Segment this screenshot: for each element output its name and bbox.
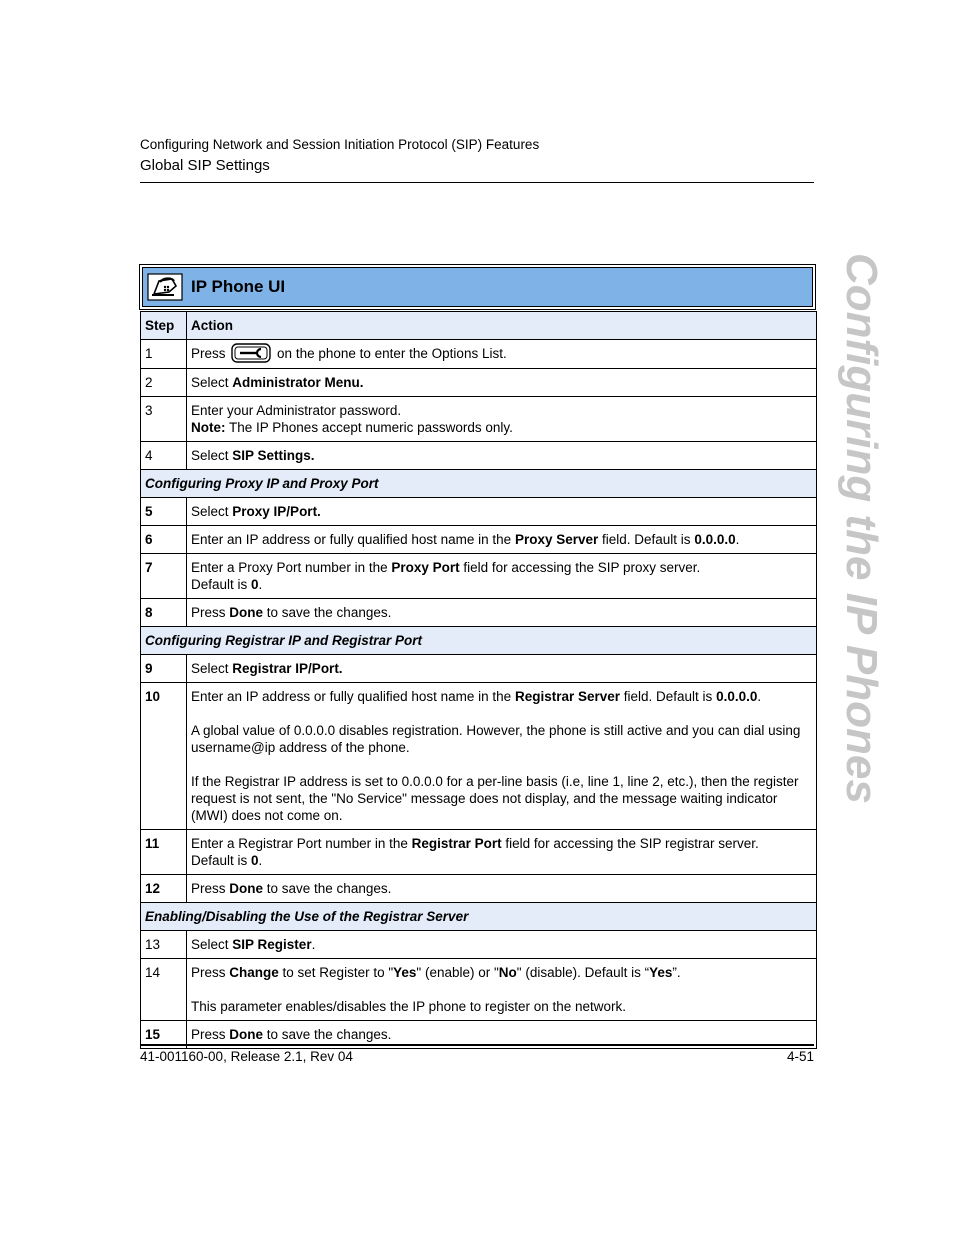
options-key-icon [231,343,271,363]
step-action: Enter an IP address or fully qualified host name in the Registrar Server field. Default is 0.0.0.0. A global value of 0.0.0.0 disables registration. However, the phone is still active and you can dial using username@ip address of the phone. If the Registrar IP address is set to 0.0.0.0 for a per-line basis (i.e, line 1, line 2, etc.), then the register request is not sent, the "No Service" message does not display, and the message waiting indicator (MWI) does not come on. [187,682,817,829]
column-header-step: Step [141,312,187,340]
step-number: 6 [141,525,187,553]
step-action: Select Proxy IP/Port. [187,497,817,525]
step-action: Press Done to save the changes. [187,598,817,626]
step-action: Select SIP Register. [187,930,817,958]
table-row [141,497,817,525]
step-action: Enter a Proxy Port number in the Proxy Port field for accessing the SIP proxy server. Default is 0. [187,553,817,598]
step-number: 14 [141,958,187,1020]
step-action: Select SIP Settings. [187,441,817,469]
banner-title: IP Phone UI [191,277,286,296]
step-action: Enter a Registrar Port number in the Registrar Port field for accessing the SIP registrar server. Default is 0. [187,829,817,874]
table-row [141,396,817,441]
section-row-registrar: Configuring Registrar IP and Registrar Port [141,626,817,654]
header-rule [140,182,814,183]
table-row [141,958,817,1020]
step-number: 9 [141,654,187,682]
step-action: Press Done to save the changes. [187,1020,817,1048]
column-header-action: Action [187,312,817,340]
footer-page-number: 4-51 [786,1049,814,1064]
step-number: 15 [141,1020,187,1048]
step-number: 8 [141,598,187,626]
step-action: Select Administrator Menu. [187,368,817,396]
step-number: 2 [141,368,187,396]
footer-doc-id: 41-001160-00, Release 2.1, Rev 04 [140,1049,353,1064]
step-number: 7 [141,553,187,598]
footer-rule [140,1044,814,1046]
section-row-proxy: Configuring Proxy IP and Proxy Port [141,469,817,497]
table-header-row [141,312,817,340]
step-action: Press on the phone to enter the Options List. [187,340,817,369]
step-number: 1 [141,340,187,369]
ip-phone-ui-banner [139,264,816,310]
step-number: 5 [141,497,187,525]
running-header-section: Global SIP Settings [140,157,270,174]
step-number: 12 [141,874,187,902]
table-row [141,598,817,626]
chapter-side-tab: Configuring the IP Phones [837,253,886,804]
table-row [141,930,817,958]
step-number: 3 [141,396,187,441]
step-number: 11 [141,829,187,874]
step-action: Enter an IP address or fully qualified host name in the Proxy Server field. Default is 0.0.0.0. [187,525,817,553]
table-row [141,340,817,369]
table-row [141,553,817,598]
table-row [141,874,817,902]
step-action: Press Done to save the changes. [187,874,817,902]
phone-handset-icon [147,273,183,301]
step-number: 10 [141,682,187,829]
table-row [141,654,817,682]
step-action: Press Change to set Register to "Yes" (enable) or "No" (disable). Default is “Yes”. This parameter enables/disables the IP phone to register on the network. [187,958,817,1020]
table-row [141,441,817,469]
step-action: Enter your Administrator password. Note: The IP Phones accept numeric passwords only. [187,396,817,441]
table-row [141,682,817,829]
procedure-table [140,311,817,1049]
table-row [141,525,817,553]
table-row [141,829,817,874]
section-row-enable-registrar: Enabling/Disabling the Use of the Registrar Server [141,902,817,930]
running-header-chapter: Configuring Network and Session Initiation Protocol (SIP) Features [140,137,540,152]
table-row [141,368,817,396]
step-number: 4 [141,441,187,469]
step-action: Select Registrar IP/Port. [187,654,817,682]
step-number: 13 [141,930,187,958]
